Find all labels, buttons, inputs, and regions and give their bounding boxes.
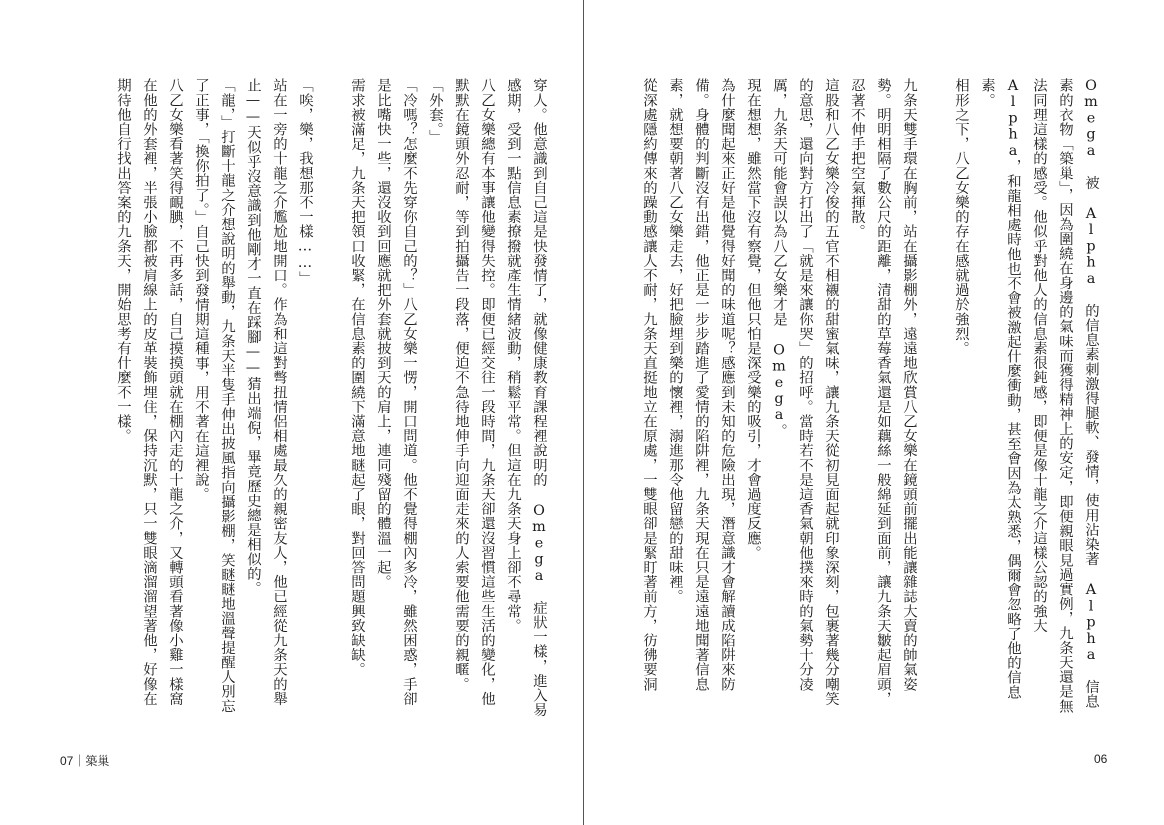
right-page-body-text: Omega 被 Alpha 的信息素刺激得腿軟、發情，使用沾染著 Alpha 信息素的衣物「築巢」，因為圍繞在身邊的氣味而獲得精神上的安定，即便親眼見過實例，九条天還是無法同理這樣的感受。他似乎對他人的信息素很鈍感，即便是像十龍之介這樣公認的強大 Alpha，和龍相處時他也不會被激起什麼衝動，甚至會因為太熟悉，偶爾會忽略了他的信息素。 相形之下，八乙女樂的存在感就過於強烈。 九条天雙手環在胸前，站在攝影棚外，遠遠地欣賞八乙女樂在鏡頭前擺出能讓雜誌大賣的帥氣姿勢。明明相隔了數公尺的距離，清甜的草莓香氣還是如藕絲一般綿延到面前，讓九条天皺起眉頭，忍著不伸手把空氣揮散。 這股和八乙女樂冷俊的五官不相襯的甜蜜氣味，讓九条天從初見面起就印象深刻，包裹著幾分嘲笑的意思，還向對方打出了「就是來讓你哭」的招呼。當時若不是這香氣朝他撲來時的氣勢十分凌厲，九条天可能會誤以為八乙女樂才是 Omega。 現在想想，雖然當下沒有察覺，但他只怕是深受樂的吸引，才會過度反應。 為什麼聞起來正好是他覺得好聞的味道呢？感應到未知的危險出現，潛意識才會解讀成陷阱來防備。身體的判斷沒有出錯，他正是一步步踏進了愛情的陷阱裡，九条天現在只是遠遠地聞著信息素，就想要朝著八乙女樂走去，好把臉埋到樂的懷裡，溺進那令他留戀的甜味裡。 從深處隱約傳來的躁動感讓人不耐，九条天直挺地立在原處，一雙眼卻是緊盯著前方，彷彿要洞: [641, 78, 1099, 714]
left-page-folio: 07｜築巢: [60, 754, 110, 768]
right-page-folio: 06: [1094, 752, 1108, 766]
left-page-body-text: 穿人。他意識到自己這是快發情了，就像健康教育課程裡說明的 Omega 症狀一樣，進入易感期，受到一點信息素撩撥就產生情緒波動，稍鬆平常。但這在九条天身上卻不尋常。 八乙女樂總有本事讓他變得失控。即便已經交往一段時間，九条天卻還沒習慣這些生活的變化，他默默在鏡頭外忍耐，等到拍攝告一段落，便迫不急待地伸手向迎面走來的人索要他需要的親暱。 「外套。」 「冷嗎？怎麼不先穿你自己的？」八乙女樂一愣，開口問道。他不覺得棚內多冷，雖然困惑，手卻是比嘴快一些，還沒收到回應就把外套就披到天的肩上，連同殘留的體溫一起。 需求被滿足，九条天把領口收緊，在信息素的圍繞下滿意地瞇起了眼，對回答問題興致缺缺。 「唉，樂，我想那不一樣……」 站在一旁的十龍之介尷尬地開口。作為和這對彆扭情侶相處最久的親密友人，他已經從九条天的舉止——天似乎沒意識到他剛才一直在踩腳——猜出端倪，畢竟歷史總是相似的。 「龍，」打斷十龍之介想說明的舉動，九条天半隻手伸出披風指向攝影棚，笑瞇瞇地溫聲提醒人別忘了正事，「換你拍了。」自己快到發情期這種事，用不著在這裡說。 八乙女樂看著笑得靦腆，不再多話，自己摸摸頭就在棚內走的十龍之介，又轉頭看著像小雞一樣窩在他的外套裡，半張小臉都被肩線上的皮革裝飾埋住，保持沉默，只一雙眼滴溜溜望著他，好像在期待他自行找出答案的九条天，開始思考有什麼不一樣。: [115, 78, 547, 717]
